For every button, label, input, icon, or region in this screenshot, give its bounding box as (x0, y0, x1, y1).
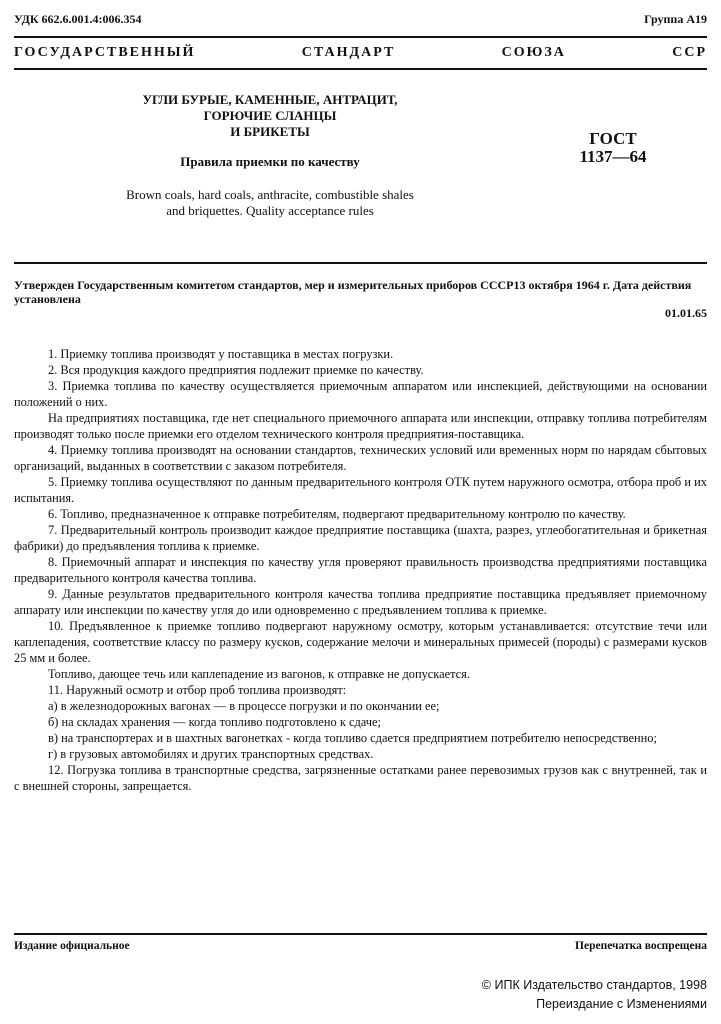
gost-number: 1137—64 (579, 147, 647, 166)
copyright-line: © ИПК Издательство стандартов, 1998 (481, 978, 707, 992)
english-title (100, 187, 440, 219)
group-code: Группа А19 (644, 12, 707, 26)
standard-org-title: ГОСУДАРСТВЕННЫЙ СТАНДАРТ СОЮЗА ССР (14, 45, 707, 60)
approval-text: Утвержден Государственным комитетом стандартов, мер и измерительных приборов СССР13 октября 1964 г. Дата действия установлена (14, 278, 692, 306)
gost-designation (548, 130, 678, 166)
list-item: б) на складах хранения — когда топливо подготовлено к сдаче; (48, 715, 381, 729)
gost-label: ГОСТ (589, 129, 637, 148)
english-title-line: Brown coals, hard coals, anthracite, combustible shales (126, 187, 414, 202)
paragraph: 3. Приемка топлива по качеству осуществляется приемочным аппаратом или инспекцией, действующими на основании положений о них. (14, 379, 707, 409)
list-item: а) в железнодорожных вагонах — в процессе погрузки и по окончании ее; (48, 699, 440, 713)
publisher-info (482, 976, 707, 1014)
paragraph: 5. Приемку топлива осуществляют по данным предварительного контроля ОТК путем наружного осмотра, отбора проб и их испытания. (14, 475, 707, 505)
footer-divider (14, 933, 707, 935)
paragraph: 1. Приемку топлива производят у поставщика в местах погрузки. (48, 347, 394, 361)
paragraph: 12. Погрузка топлива в транспортные средства, загрязненные остатками ранее перевозимых грузов как с внутренней, так и с внешней стороны, запрещается. (14, 763, 707, 793)
effective-date: 01.01.65 (665, 306, 707, 320)
english-title-line: and briquettes. Quality acceptance rules (166, 203, 374, 218)
paragraph: На предприятиях поставщика, где нет специального приемочного аппарата или инспекции, отправку топлива потребителям производят только после приемки его отделом технического контроля предприятия-поставщика. (14, 411, 707, 441)
paragraph: 8. Приемочный аппарат и инспекция по качеству угля проверяют правильность производства предприятиями поставщика предварительного контроля качества топлива. (14, 555, 707, 585)
main-title-line: ГОРЮЧИЕ СЛАНЦЫ (203, 108, 337, 123)
reissue-line: Переиздание с Изменениями (536, 997, 707, 1011)
standard-org-band (14, 36, 707, 70)
paragraph: Топливо, дающее течь или каплепадение из вагонов, к отправке не допускается. (48, 667, 470, 681)
divider (14, 262, 707, 264)
main-title-line: И БРИКЕТЫ (230, 124, 310, 139)
main-title-line: УГЛИ БУРЫЕ, КАМЕННЫЕ, АНТРАЦИТ, (142, 92, 398, 107)
paragraph: 9. Данные результатов предварительного контроля качества топлива предприятие поставщика предъявляет приемочному аппарату или инспекции по качеству угля до или одновременно с предъявлением топлива к приемке. (14, 587, 707, 617)
paragraph: 2. Вся продукция каждого предприятия подлежит приемке по качеству. (48, 363, 424, 377)
list-item: г) в грузовых автомобилях и других транспортных средствах. (48, 747, 374, 761)
udk-code: УДК 662.6.001.4:006.354 (14, 12, 142, 26)
list-item: в) на транспортерах и в шахтных вагонетках - когда топливо сдается предприятием потребителю непосредственно; (48, 731, 657, 745)
main-title (100, 92, 440, 140)
paragraph: 10. Предъявленное к приемке топливо подвергают наружному осмотру, которым устанавливается: отсутствие течи или каплепадения, соответствие классу по размеру кусков, содержание мелочи и минеральных примесей (породы) с размерами кусков 25 мм и более. (14, 619, 707, 665)
paragraph: 11. Наружный осмотр и отбор проб топлива производят: (48, 683, 347, 697)
paragraph: 6. Топливо, предназначенное к отправке потребителям, подвергают предварительному контролю по качеству. (48, 507, 626, 521)
paragraph: 4. Приемку топлива производят на основании стандартов, технических условий или временных норм по нарядам сбытовых организаций, выданных в соответствии с заказом потребителя. (14, 443, 707, 473)
body-text (14, 346, 707, 794)
title-block (100, 92, 440, 219)
official-edition-label: Издание официальное (14, 940, 130, 952)
subtitle: Правила приемки по качеству (180, 154, 360, 169)
reprint-prohibited-label: Перепечатка воспрещена (575, 940, 707, 952)
paragraph: 7. Предварительный контроль производит каждое предприятие поставщика (шахта, разрез, углеобогатительная и брикетная фабрики) до предъявления топлива к приемке. (14, 523, 707, 553)
